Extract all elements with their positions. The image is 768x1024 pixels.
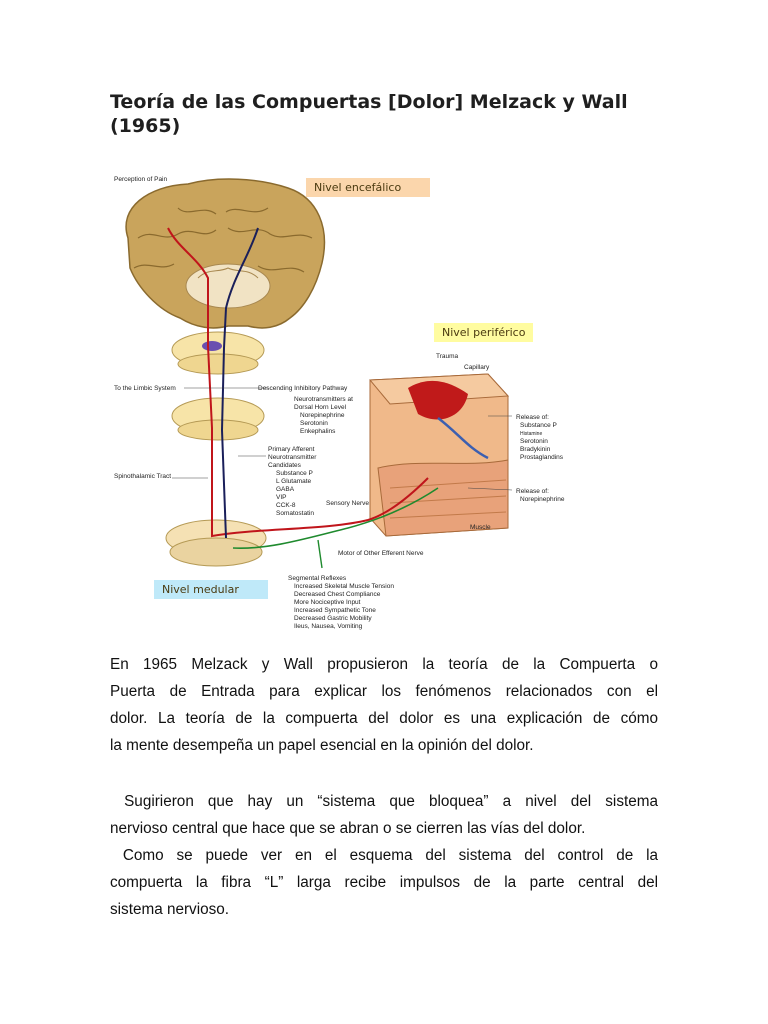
label-muscle: Muscle bbox=[470, 524, 491, 531]
label-descending: Descending Inhibitory Pathway bbox=[258, 385, 348, 392]
brain-illustration bbox=[126, 179, 324, 328]
paragraph-line: sistema nervioso. bbox=[110, 901, 230, 918]
label-trauma: Trauma bbox=[436, 353, 459, 360]
nivel-medular-badge: Nivel medular bbox=[154, 580, 268, 599]
paragraph-line: Sugirieron que hay un “sistema que bloquea” a nivel del sistema bbox=[110, 793, 658, 810]
paragraph-line: En 1965 Melzack y Wall propusieron la teoría de la Compuerta o bbox=[110, 656, 658, 673]
label-primary-afferent: Primary Afferent Neurotransmitter Candidates Substance P L Glutamate GABA VIP CCK-8 Somatostatin bbox=[268, 446, 317, 517]
paragraph-line: nervioso central que hace que se abran o se cierren las vías del dolor. bbox=[110, 820, 586, 837]
paragraph-intro bbox=[110, 651, 658, 759]
label-perception: Perception of Pain bbox=[114, 176, 168, 183]
label-release-1: Release of: Substance P Histamine Serotonin Bradykinin Prostaglandins bbox=[516, 414, 563, 461]
label-sensory-nerve: Sensory Nerve bbox=[326, 500, 369, 507]
paragraph-line: la mente desempeña un papel esencial en la opinión del dolor. bbox=[110, 737, 534, 754]
paragraph-blocking-system bbox=[110, 788, 658, 842]
paragraph-line: compuerta la fibra “L” larga recibe impulsos de la parte central del bbox=[110, 874, 658, 891]
label-spinothalamic: Spinothalamic Tract bbox=[114, 473, 172, 480]
page-title: Teoría de las Compuertas [Dolor] Melzack y Wall (1965) bbox=[110, 91, 628, 137]
label-segmental-reflexes: Segmental Reflexes Increased Skeletal Muscle Tension Decreased Chest Compliance More Nociceptive Input Increased Sympathetic Tone Decreased Gastric Mobility Ileus, Nausea, Vomiting bbox=[288, 575, 394, 630]
paragraph-line: Como se puede ver en el esquema del sistema del control de la bbox=[110, 847, 658, 864]
label-capillary: Capillary bbox=[464, 364, 490, 371]
label-limbic: To the Limbic System bbox=[114, 385, 176, 392]
paragraph-line: Puerta de Entrada para explicar los fenómenos relacionados con el bbox=[110, 683, 658, 700]
label-neuro-dorsal: Neurotransmitters at Dorsal Horn Level Norepinephrine Serotonin Enkephalins bbox=[294, 396, 353, 435]
tissue-block bbox=[370, 374, 508, 536]
gate-control-diagram bbox=[108, 168, 588, 638]
paragraph-gate-control bbox=[110, 842, 658, 923]
paragraph-line: dolor. La teoría de la compuerta del dolor es una explicación de cómo bbox=[110, 710, 658, 727]
nivel-periferico-badge: Nivel periférico bbox=[434, 323, 533, 342]
nivel-encefalico-badge: Nivel encefálico bbox=[306, 178, 430, 197]
label-release-2: Release of: Norepinephrine bbox=[516, 488, 565, 503]
label-motor-nerve: Motor of Other Efferent Nerve bbox=[338, 550, 424, 557]
